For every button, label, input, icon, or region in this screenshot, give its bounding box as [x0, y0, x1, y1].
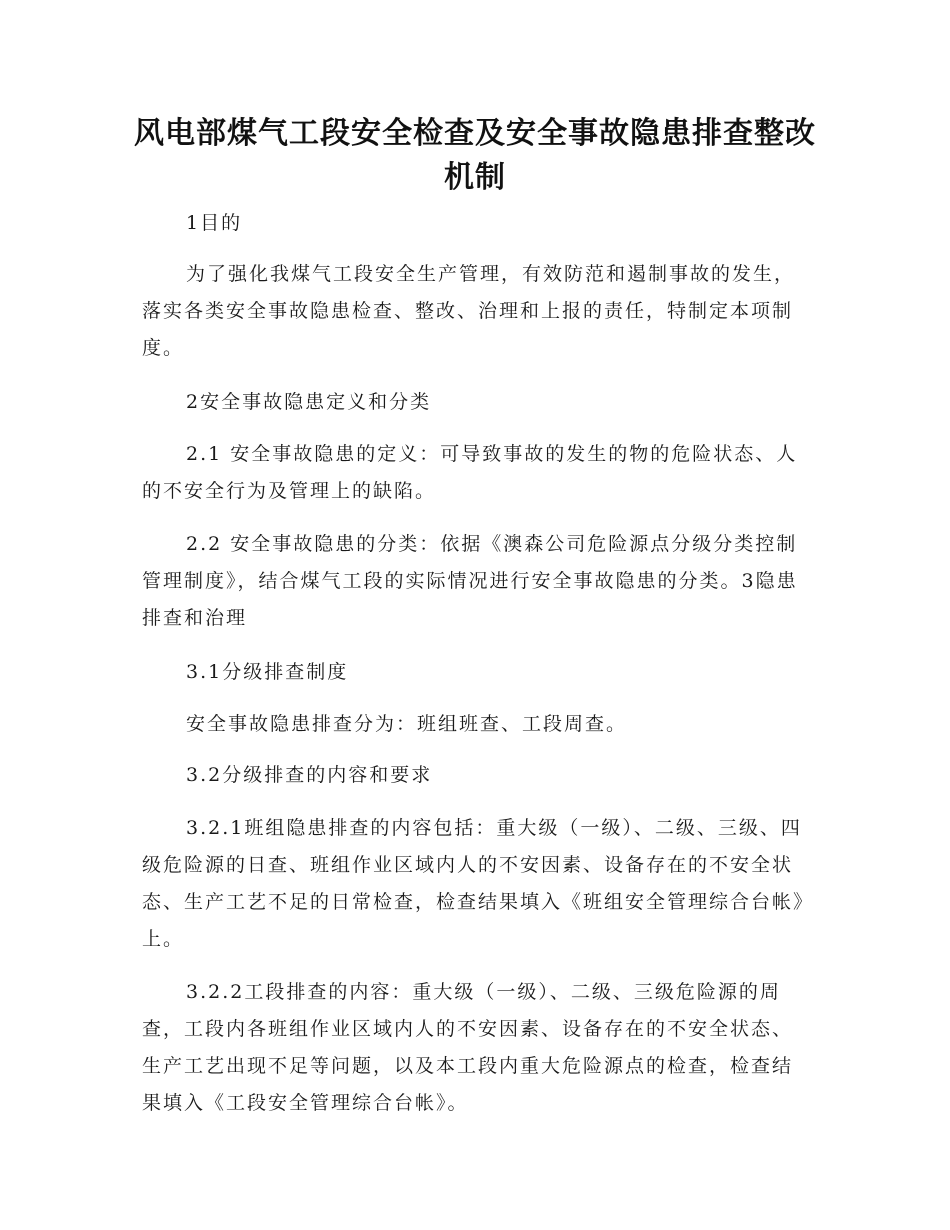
document-title: 风电部煤气工段安全检查及安全事故隐患排查整改机制	[134, 116, 816, 195]
paragraph-2-1: 2.1 安全事故隐患的定义：可导致事故的发生的物的危险状态、人的不安全行为及管理上的缺陷。	[142, 443, 798, 502]
paragraph-purpose: 为了强化我煤气工段安全生产管理，有效防范和遏制事故的发生，落实各类安全事故隐患检查、整改、治理和上报的责任，特制定本项制度。	[142, 263, 796, 359]
paragraph-3-2-1: 3.2.1班组隐患排查的内容包括：重大级（一级）、二级、三级、四级危险源的日查、班组作业区域内人的不安因素、设备存在的不安全状态、生产工艺不足的日常检查，检查结果填入《班组安全管理综合台帐》上。	[142, 817, 805, 950]
paragraph-3-1-body: 安全事故隐患排查分为：班组班查、工段周查。	[186, 713, 628, 735]
paragraph-3-2-2: 3.2.2工段排查的内容：重大级（一级）、二级、三级危险源的周查，工段内各班组作业区域内人的不安因素、设备存在的不安全状态、生产工艺出现不足等问题，以及本工段内重大危险源点的检查，检查结果填入《工段安全管理综合台帐》。	[142, 981, 794, 1114]
section-heading-2: 2安全事故隐患定义和分类	[186, 391, 432, 413]
section-heading-3-2: 3.2分级排查的内容和要求	[186, 764, 433, 786]
paragraph-2-2: 2.2 安全事故隐患的分类：依据《澳森公司危险源点分级分类控制管理制度》，结合煤气工段的实际情况进行安全事故隐患的分类。3隐患排查和治理	[142, 533, 798, 629]
section-heading-3-1: 3.1分级排查制度	[186, 661, 349, 683]
section-heading-1: 1目的	[186, 212, 243, 234]
